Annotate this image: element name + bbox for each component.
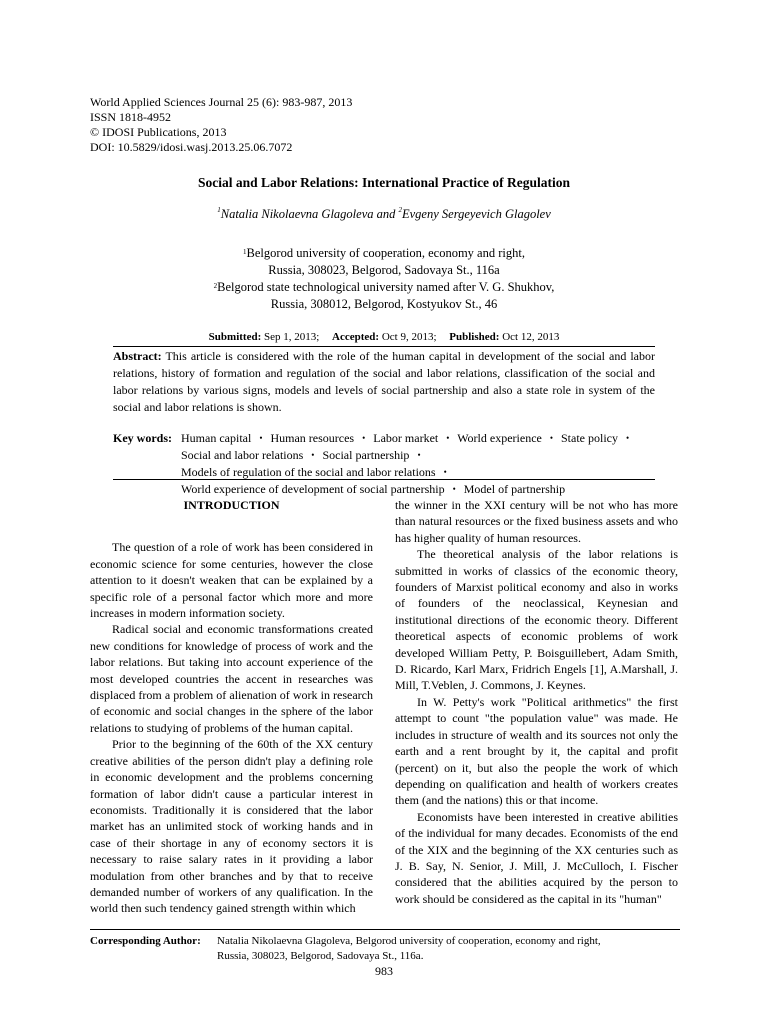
keywords-bottom-rule xyxy=(113,479,655,480)
body-paragraph-continued: the winner in the XXI century will be not who has more than natural resources or the fixed business assets and who has higher quality of human resources. xyxy=(395,498,678,545)
keyword: World experience xyxy=(457,431,542,445)
body-paragraph: Prior to the beginning of the 60th of the XX century creative abilities of the person didn't play a defining role in economic development and the problems concerning formation of labor didn't cause a particular interest in economists. Traditionally it is considered that the labor market has an unlimited stock of working hands and in case of their shortage in any of economy sectors it is necessary to raise salary rates in it providing a labor modulation from other branches and by that to receive demanded number of workers of any qualification. In the world then such tendency gained strength within which xyxy=(90,737,373,916)
accepted-label: Accepted: xyxy=(332,331,380,343)
right-column xyxy=(395,497,678,907)
keyword: Human resources xyxy=(270,431,355,445)
keyword: Social and labor relations xyxy=(181,448,304,462)
keyword-separator: • xyxy=(549,433,553,443)
affiliation-1-line1 xyxy=(0,245,768,262)
author-2: Evgeny Sergeyevich Glagolev xyxy=(402,207,551,221)
affiliation-1-line2: Russia, 308023, Belgorod, Sadovaya St., 116a xyxy=(268,263,500,277)
keyword-separator: • xyxy=(443,467,447,477)
journal-header xyxy=(90,95,352,155)
doi: DOI: 10.5829/idosi.wasj.2013.25.06.7072 xyxy=(90,140,293,154)
keyword-separator: • xyxy=(626,433,630,443)
section-title-introduction: INTRODUCTION xyxy=(183,498,280,512)
published-label: Published: xyxy=(449,331,500,343)
accepted-date: Oct 9, 2013; xyxy=(381,331,437,343)
corresponding-author-details xyxy=(217,934,680,964)
keyword-separator: • xyxy=(446,433,450,443)
affil-1-mark: 1 xyxy=(243,248,247,256)
body-paragraph: Economists have been interested in creative abilities of the individual for many decades. Economists of the end of the XIX and the beginning of the XX centuries such as J. B. Say, N. Senior, J. Mill, J. McCulloch, I. Fischer considered that the abilities acquired by the person to work should be considered as the capital in its "human" xyxy=(395,809,678,906)
affil-1-text: Belgorod university of cooperation, economy and right, xyxy=(246,246,525,260)
affiliations xyxy=(0,245,768,313)
body-paragraph: Radical social and economic transformations created new conditions for knowledge of process of work and the labor relations. But taking into account experience of the most developed countries the accent in researches was displaced from a problem of alienation of work in research of economic and social changes in the sphere of the labor relations to studying of problems of the human capital. xyxy=(90,622,373,735)
published-date: Oct 12, 2013 xyxy=(502,331,560,343)
keyword: Social partnership xyxy=(322,448,410,462)
corresponding-author-line1: Natalia Nikolaevna Glagoleva, Belgorod university of cooperation, economy and right, xyxy=(217,935,601,947)
submitted-label: Submitted: xyxy=(208,331,262,343)
author2-affil-mark: 2 xyxy=(398,206,402,214)
keyword-separator: • xyxy=(259,433,263,443)
affil-2-text: Belgorod state technological university named after V. G. Shukhov, xyxy=(217,280,555,294)
keyword-separator: • xyxy=(311,450,315,460)
body-paragraph: In W. Petty's work "Political arithmetics" the first attempt to count "the population value" was made. He includes in structure of wealth and its sources not only the earth and a rent brought by it, the capital and profit (percent) on it, but also the people the work of which depending on qualification and health of workers creates them (and the nations) this or that income. xyxy=(395,694,678,808)
affiliation-2-line1 xyxy=(0,279,768,296)
paper-title: Social and Labor Relations: International Practice of Regulation xyxy=(197,175,571,190)
issn: ISSN 1818-4952 xyxy=(90,110,172,124)
keyword: Human capital xyxy=(181,431,252,445)
corresponding-author-line2: Russia, 308023, Belgorod, Sadovaya St., 116a. xyxy=(217,950,424,962)
page-number: 983 xyxy=(375,964,393,978)
keyword: Labor market xyxy=(373,431,439,445)
body-paragraph: The question of a role of work has been considered in economic science for some centuries, however the close attention to it doesn't weaken that can be explained by a specific role of a personal factor which more and more increases in modern information society. xyxy=(90,540,373,621)
keyword: World experience of development of social partnership xyxy=(181,482,445,496)
abstract xyxy=(113,348,655,416)
affiliation-2-line2: Russia, 308012, Belgorod, Kostyukov St., 46 xyxy=(270,297,498,311)
authors xyxy=(0,207,768,222)
abstract-text: This article is considered with the role of the human capital in development of the social and labor relations, history of formation and regulation of the social and labor relations, classification of the social and labor relations by various signs, models and levels of social partnership and also a state role in system of the social and labor relations is shown. xyxy=(113,349,655,414)
copyright: © IDOSI Publications, 2013 xyxy=(90,125,227,139)
corresponding-author-label: Corresponding Author: xyxy=(90,935,201,947)
abstract-top-rule xyxy=(113,346,655,347)
keyword-separator: • xyxy=(362,433,366,443)
footnote-rule xyxy=(90,929,680,930)
journal-citation: World Applied Sciences Journal 25 (6): 983-987, 2013 xyxy=(90,95,353,109)
author-1: Natalia Nikolaevna Glagoleva and xyxy=(220,207,399,221)
keyword-separator: • xyxy=(452,484,456,494)
keyword: State policy xyxy=(561,431,618,445)
left-column xyxy=(90,497,373,917)
keyword-separator: • xyxy=(417,450,421,460)
submitted-date: Sep 1, 2013; xyxy=(263,331,320,343)
affil-2-mark: 2 xyxy=(213,282,218,290)
keywords-list xyxy=(181,430,655,498)
author1-affil-mark: 1 xyxy=(217,206,221,214)
body-paragraph: The theoretical analysis of the labor relations is submitted in works of classics of the economic theory, founders of Marxist political economy and also in works of founders of the neoclassical, Keynesian and institutional directions of the economic theory. Different theoretical aspects of economic problems of work developed William Petty, P. Boisguillebert, Adam Smith, D. Ricardo, Karl Marx, Fridrich Engels [1], A.Marshall, J. Mill, T.Veblen, J. Commons, J. Keynes. xyxy=(395,547,678,693)
abstract-label: Abstract: xyxy=(113,349,162,363)
keywords-label: Key words: xyxy=(113,431,172,445)
keyword: Models of regulation of the social and labor relations xyxy=(181,465,436,479)
keyword: Model of partnership xyxy=(463,482,566,496)
submission-dates xyxy=(0,331,768,343)
